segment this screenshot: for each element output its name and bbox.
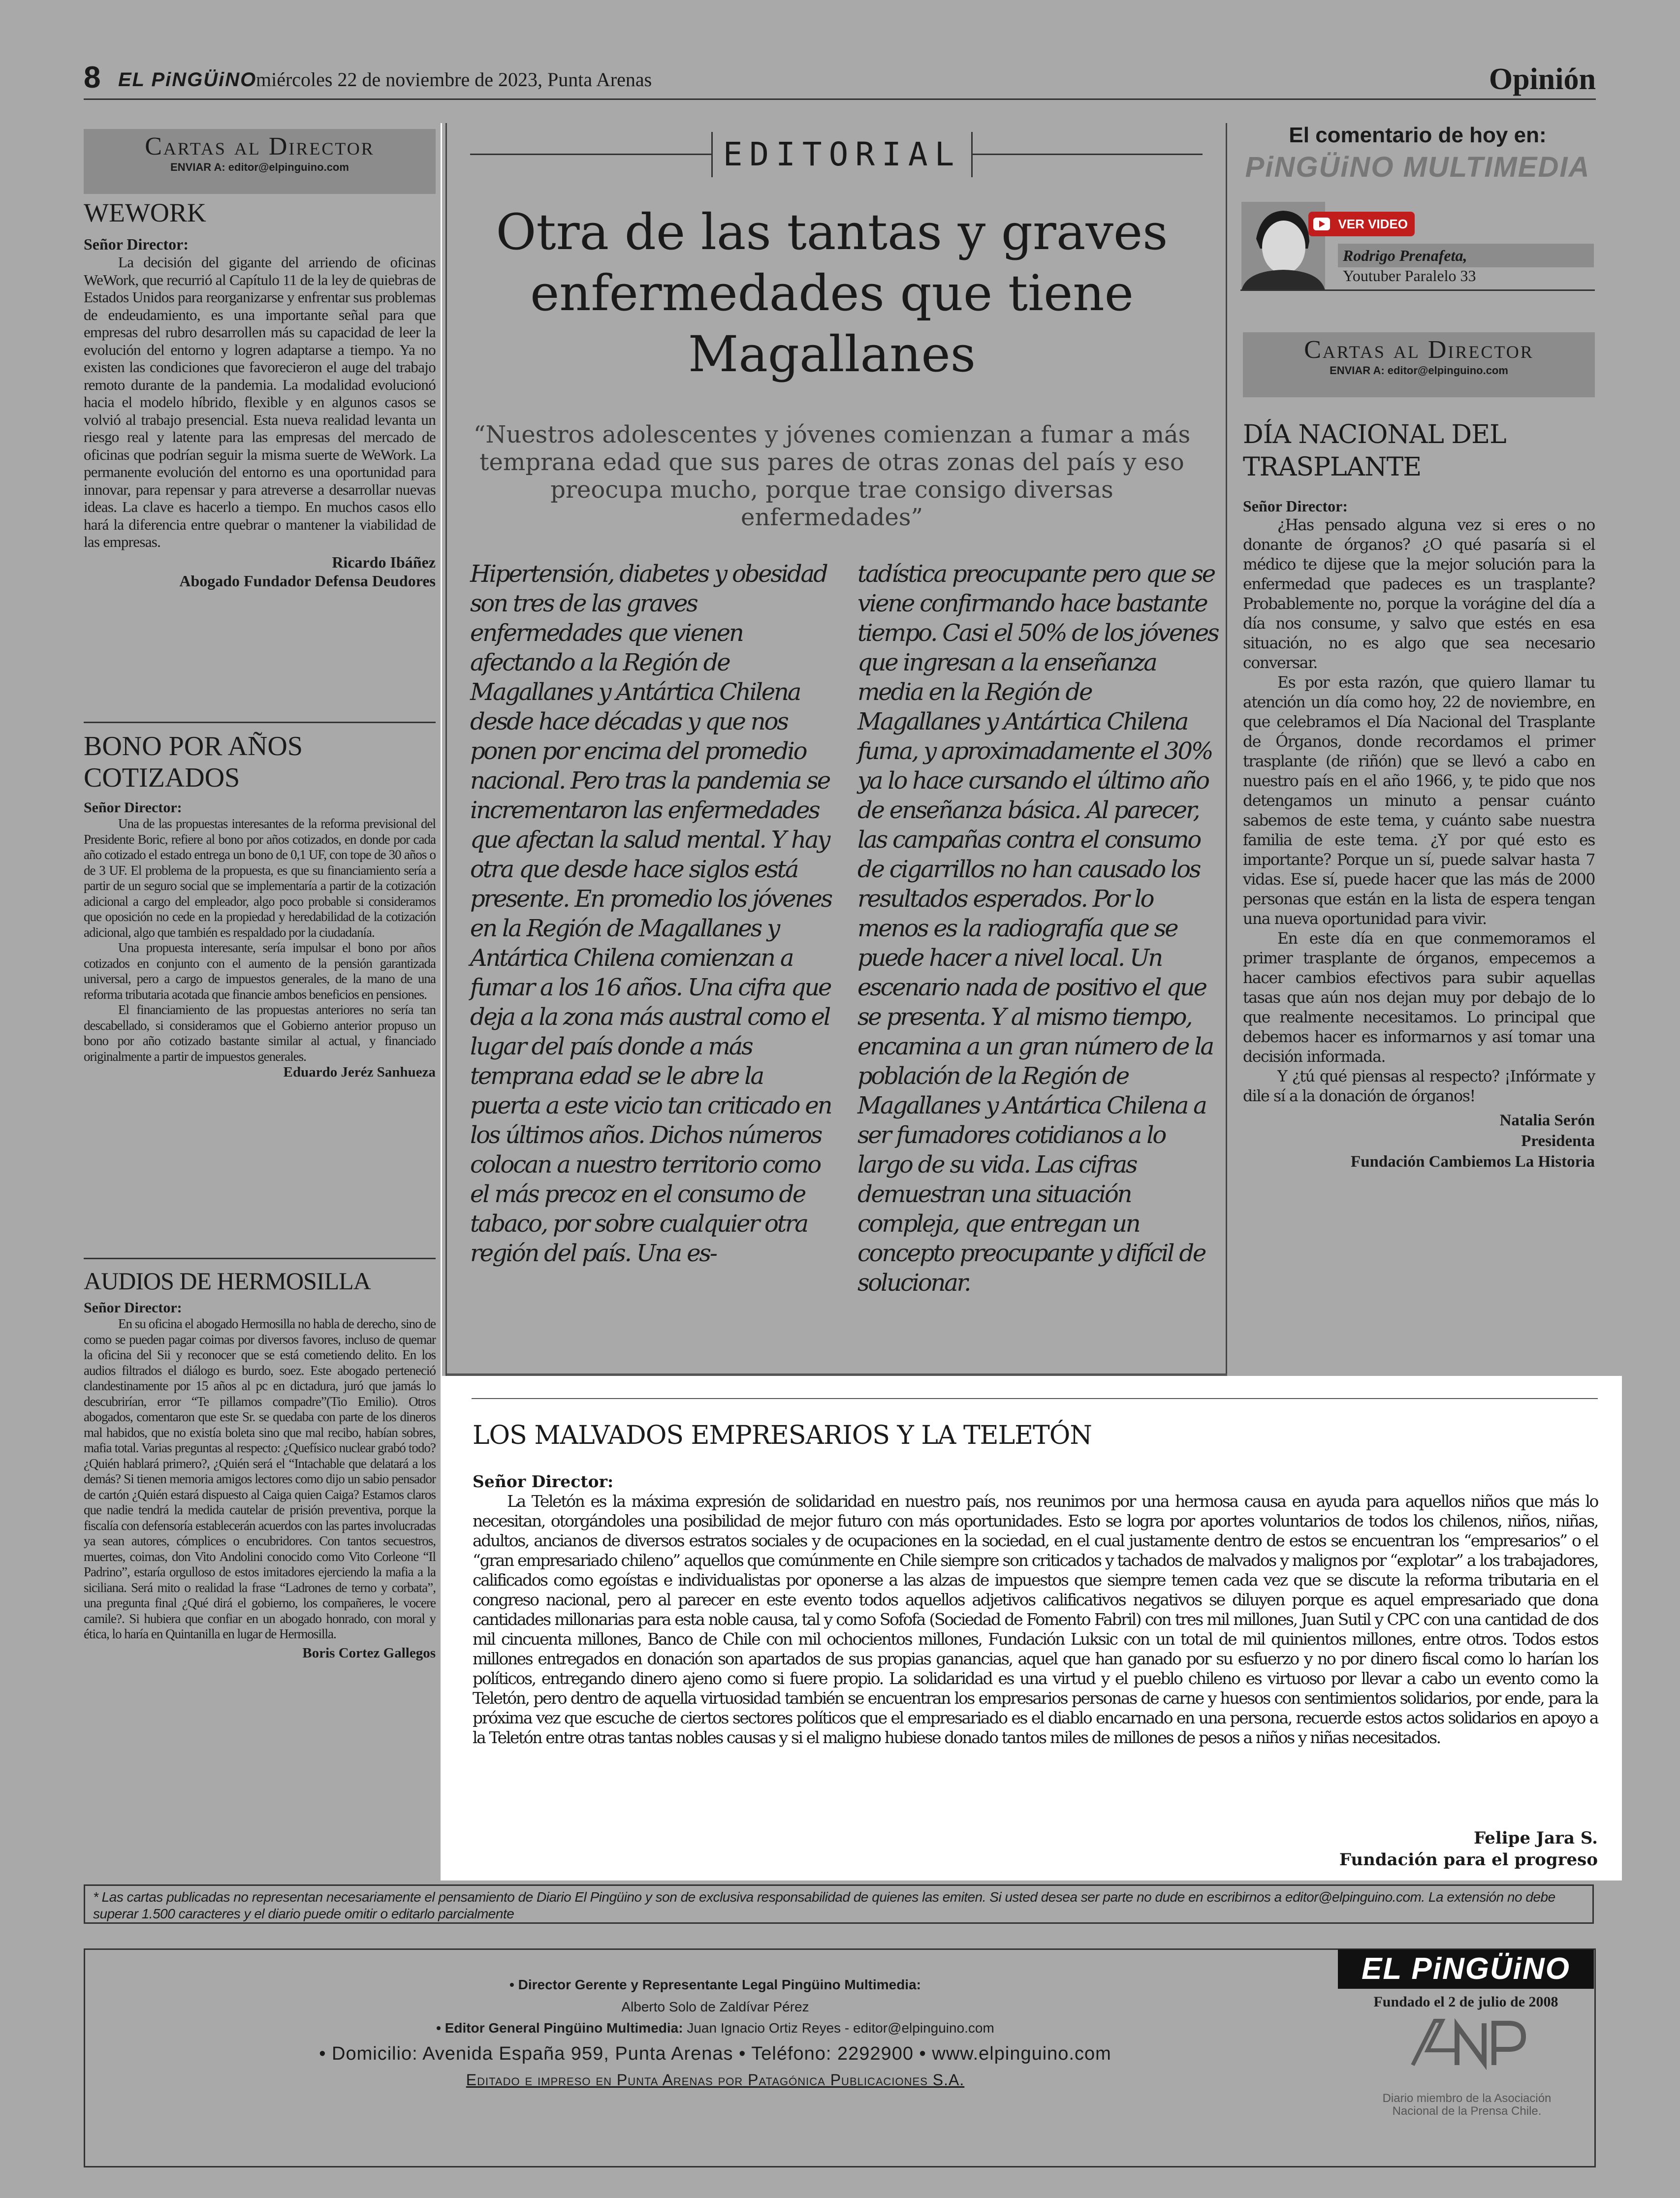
anp-logo [1408,2016,1526,2070]
founded-date: Fundado el 2 de julio de 2008 [1373,1994,1558,2010]
disclaimer: * Las cartas publicadas no representan necesariamente el pensamiento de Diario El Pingüino y son de exclusiva responsabilidad de quienes las emiten. Si usted desea ser parte no dude en escribirnos a editor@elpinguino.com. La extensión no debe superar 1.500 caracteres y el diario puede omitir o editarlo parcialmente [84,1884,1594,1924]
section-title: Opinión [1489,63,1596,96]
letter-author-role: Abogado Fundador Defensa Deudores [179,572,436,590]
cartas-email[interactable]: ENVIAR A: editor@elpinguino.com [170,161,349,173]
comment-role: Youtuber Paralelo 33 [1343,267,1476,285]
address-line: • Domicilio: Avenida España 959, Punta Arenas • Teléfono: 2292900 • www.elpinguino.com [319,2043,1111,2064]
divider [1240,289,1595,291]
letter-paragraph: Y ¿tú qué piensas al respecto? ¡Infórmate y dile sí a la donación de órganos! [1243,1068,1595,1105]
letter-author-org: Fundación para el progreso [1339,1850,1598,1870]
el-pinguino-logo: EL PiNGÜiNO [1338,1949,1594,1989]
page-header [84,61,1596,100]
salutation: Señor Director: [84,235,189,253]
cartas-title: Cartas al Director [1304,336,1534,364]
editorial-quote: “Nuestros adolescentes y jóvenes comienzan a fumar a más temprana edad que sus pares de otras zonas del país y eso preocupa mucho, porque trae consigo diversas enfermedades” [473,421,1191,531]
letter-author: Ricardo Ibáñez [332,553,436,571]
cartas-header-right [1243,332,1595,397]
ver-video-label: VER VIDEO [1338,217,1408,231]
letter-paragraph: ¿Has pensado alguna vez si eres o no donante de órganos? ¿O qué pasaría si el médico te dijese que la mejor solución para la enfermedad que padeces es un trasplante? Probablemente no, porque la vorágine del día a día nos consume, y salvo que estés en esa situación, no es algo que sea necesario conversar. [1243,516,1595,672]
letter-title: DÍA NACIONAL DEL TRASPLANTE [1243,420,1506,482]
divider [84,722,436,723]
editor-label: • Editor General Pingüino Multimedia: [436,2020,683,2036]
letter-author: Felipe Jara S. [1473,1828,1598,1848]
letter-author: Eduardo Jeréz Sanhueza [283,1064,436,1080]
author-name-bar [1338,244,1594,267]
header-date: miércoles 22 de noviembre de 2023, Punta Arenas [256,68,652,91]
play-icon [1313,218,1330,230]
letter-wework [84,197,436,590]
letter-author: Boris Cortez Gallegos [302,1645,436,1661]
letter-author-org: Fundación Cambiemos La Historia [1351,1153,1595,1171]
editorial-column-2: tadística preocupante pero que se viene confirmando hace bastante tiempo. Casi el 50% de los jóvenes que ingresan a la enseñanza media en la Región de Magallanes y Antártica Chilena fuma, y aproximadamente el 30% ya lo hace cursando el último año de enseñanza básica. Al parecer, las campañas contra el consumo de cigarrillos no han causado los resultados esperados. Por lo menos es la radiografía que se puede hacer a nivel local. Un escenario nada de positivo el que se presenta. Y al mismo tiempo, encamina a un gran número de la población de la Región de Magallanes y Antártica Chilena a ser fumadores cotidianos a lo largo de su vida. Las cifras demuestran una situación compleja, que entregan un concepto preocupante y difícil de solucionar. [857,560,1218,1297]
editorial-column-1: Hipertensión, diabetes y obesidad son tres de las graves enfermedades que vienen afectando a la Región de Magallanes y Antártica Chilena desde hace décadas y que nos ponen por encima del promedio nacional. Pero tras la pandemia se incrementaron las enfermedades que afectan la salud mental. Y hay otra que desde hace siglos está presente. En promedio los jóvenes en la Región de Magallanes y Antártica Chilena comienzan a fumar a los 16 años. Una cifra que deja a la zona más austral como el lugar del país donde a más temprana edad se le abre la puerta a este vicio tan criticado en los últimos años. Dichos números colocan a nuestro territorio como el más precoz en el consumo de tabaco, por sobre cualquier otra región del país. Una es- [470,560,831,1267]
letter-paragraph: Una propuesta interesante, sería impulsar el bono por años cotizados en conjunto con el aumento de la pensión garantizada universal, pero a cargo de impuestos generales, de la mano de una reforma tributaria acotada que financie ambos beneficios en pensiones. [84,940,436,1002]
cartas-header-left [84,129,436,194]
letter-paragraph: El financiamiento de las propuestas anteriores no sería tan descabellado, si consideramos que el Gobierno anterior propuso un bono por año cotizado bastante similar al actual, y financiado originalmente a partir de impuestos generales. [84,1002,436,1064]
printed-line: Editado e impreso en Punta Arenas por Patagónica Publicaciones S.A. [466,2071,965,2089]
letter-paragraph: Una de las propuestas interesantes de la reforma previsional del Presidente Boric, refiere al bono por años cotizados, en donde por cada año cotizado el estado entrega un bono de 0,1 UF, con tope de 30 años o de 3 UF. El problema de la propuesta, es que su financiamiento sería a partir de un seguro social que se implementaría a partir de la cotización adicional a cargo del empleador, algo poco probable si consideramos que oposición no cede en la propiedad y heredabilidad de la cotización adicional, algo que también es respaldado por la ciudadanía. [84,816,436,940]
anp-logo-icon [1408,2016,1526,2070]
comment-author: Rodrigo Prenafeta, [1343,247,1467,264]
column-divider [1226,123,1227,1376]
letter-paragraph: Es por esta razón, que quiero llamar tu atención un día como hoy, 22 de noviembre, en que celebramos el Día Nacional del Trasplante de Órganos, donde recordamos el primer trasplante (de riñón) que se llevó a cabo en nuestro país en el año 1966, y, te pido que nos detengamos un minuto a pensar cuánto sabemos de este tema, y cuánto sabe nuestra familia de este tema. ¿Y por qué esto es importante? Porque un sí, puede salvar hasta 7 vidas. Ese sí, puede hacer que las más de 2000 personas que están en la lista de espera tengan una nueva oportunidad para vivir. [1243,674,1595,928]
comment-heading: El comentario de hoy en: [1289,123,1547,147]
editorial-title: Otra de las tantas y graves enfermedades que tiene Magallanes [496,203,1168,383]
editor-line [85,2020,1345,2036]
multimedia-logo: PiNGÜiNO MULTIMEDIA [1245,151,1590,183]
salutation: Señor Director: [473,1472,614,1491]
page-number: 8 [84,61,101,95]
letter-audios [84,1265,436,1661]
column-divider [445,123,447,1376]
divider [472,1398,1598,1399]
letter-body [473,1492,1598,1748]
letter-body: En su oficina el abogado Hermosilla no habla de derecho, sino de como se pueden pagar coimas por diversos favores, incluso de quemar la oficina del Sii y reconocer que se está cometiendo delito. En los audios filtrados el diálogo es burdo, soez. Este abogado perteneció clandestinamente por 15 años al pc en dictadura, juró que jamás lo descubrirían, error “Te pillamos compadre”(Tio Emilio). Otros abogados, comentaron que este Sr. se quedaba con parte de los dineros mal habidos, que no existía boleta sino que mal recibo, habían sobres, mafia total. Varias preguntas al respecto: ¿Quefísico nuclear grabó todo? ¿Quién hablará primero?, ¿Quién será el “Intachable que delatará a los demás? Si tienen memoria amigos lectores como dijo un sabio pensador de cartón ¿Quién estará dispuesto al Caiga quien Caiga? Estamos claros que nadie tendrá la medida cautelar de prisión preventiva, porque la fiscalía con defensoría establecerán acuerdos con las partes involucradas ya sean autores, cómplices o encubridores. Con tantos secuestros, muertes, coimas, don Vito Andolini conocido como Vito Corleone “Il Padrino”, estaría orgulloso de estos imitadores ejerciendo la mafia a la siciliana. Será mito o realidad la frase “Ladrones de terno y corbata”, una pregunta final ¿Qué dirá el gobierno, los compañeres, le vocere camile?. Si hubiera que confiar en un abogado honrado, con moral y ética, lo haría en Quintanilla en lugar de Hermosilla. [84,1316,436,1641]
letter-author-role: Presidenta [1521,1132,1595,1150]
letter-title: WEWORK [84,198,206,227]
letter-title: AUDIOS DE HERMOSILLA [84,1267,371,1295]
letter-paragraph: En este día en que conmemoramos el primer trasplante de órganos, empecemos a hacer cambios efectivos para subir aquellas tasas que aún nos dejan muy por debajo de lo que realmente necesitamos. Lo principal que debemos hacer es informarnos y así tomar una decisión informada. [1243,930,1595,1066]
letter-trasplante [1243,418,1595,1172]
salutation: Señor Director: [84,799,182,816]
letter-paragraph: La Teletón es la máxima expresión de solidaridad en nuestro país, nos reunimos por una hermosa causa en ayuda para aquellos niños que más lo necesitan, otorgándoles una posibilidad de mejor futuro con más oportunidades. Esto se logra por aportes voluntarios de todos los chilenos, niños, niñas, adultos, ancianos de diversos estratos sociales y de ocupaciones en la sociedad, en el cual justamente dentro de estos se encuentran los “empresarios” o el “gran empresariado chileno” aquellos que comúnmente en Chile siempre son criticados y tachados de malvados y malignos por “explotar” a los trabajadores, calificados como egoístas e individualistas por oponerse a las alzas de impuestos que siempre temen cada vez que se discute la reforma tributaria en el congreso nacional, pero al parecer en este evento todos aquellos adjetivos calificativos negativos se diluyen porque es aquel empresariado que dona cantidades millonarias para esta noble causa, tal y como Sofofa (Sociedad de Fomento Fabril) con tres mil millones, Juan Sutil y CPC con una cantidad de dos mil cincuenta millones, Banco de Chile con mil ochocientos millones, Fundación Luksic con un total de mil quinientos millones, entre otros. Todos estos millones entregados en donación son apartados de sus propias ganancias, aquel que han ganado por su esfuerzo y no por dinero fiscal como lo harían los políticos, entregando dinero ajeno como si fuere propio. La solidaridad es una virtud y el pueblo chileno es virtuoso por llevar a cabo un evento como la Teletón, pero dentro de aquella virtuosidad también se encuentran los empresarios personas de carne y huesos con sentimientos solidarios, por ende, para la próxima vez que escuche de ciertos sectores políticos que el empresariado es el diablo encarnado en una persona, recuerde estos actos solidarios en apoyo a la Teletón entre otras tantas nobles causas y si el maligno hubiese donado tantos miles de millones de pesos a niños y niñas necesitados. [473,1492,1598,1747]
header-brand: EL PiNGÜiNO [118,69,257,91]
letter-body: La decisión del gigante del arriendo de oficinas WeWork, que recurrió al Capítulo 11 de la ley de quiebras de Estados Unidos para reorganizarse y enfrentar sus problemas de endeudamiento, es una importante señal para que empresas del rubro desarrollen más su capacidad de leer la evolución del entorno y logren adaptarse a tiempo. Ya no existen las condiciones que favorecieron el auge del trabajo remoto durante de la pandemia. La modalidad evolucionó hacia el modelo híbrido, flexible y en algunos casos se volvió al trabajo presencial. Esta nueva realidad levanta un riesgo real y latente para las empresas del mercado de oficinas que podrían seguir la misma suerte de WeWork. La permanente evolución del entorno es una oportunidad para innovar, para repensar y para atreverse a desarrollar nuevas ideas. La clave es hacerlo a tiempo. En muchos casos ello hará la diferencia entre quebrar o mantener la viabilidad de las empresas. [84,254,436,550]
ver-video-button[interactable] [1308,212,1415,236]
cartas-email[interactable]: ENVIAR A: editor@elpinguino.com [1330,364,1508,377]
letter-bono [84,731,436,1081]
salutation: Señor Director: [1243,497,1348,515]
divider [84,1258,436,1259]
anp-caption: Diario miembro de la Asociación Nacional de la Prensa Chile. [1382,2092,1552,2118]
director-name: Alberto Solo de Zaldívar Pérez [621,1999,809,2014]
letter-author: Natalia Serón [1499,1112,1595,1129]
salutation: Señor Director: [84,1300,182,1316]
editorial-label: EDITORIAL [711,132,973,177]
letter-title: LOS MALVADOS EMPRESARIOS Y LA TELETÓN [473,1421,1092,1450]
cartas-title: Cartas al Director [145,132,375,160]
letter-signature [473,1827,1598,1871]
letter-title: BONO POR AÑOS COTIZADOS [84,731,303,793]
director-label: • Director Gerente y Representante Legal Pingüino Multimedia: [509,1977,921,1992]
editor-name: Juan Ignacio Ortiz Reyes - editor@elpinguino.com [687,2020,994,2036]
